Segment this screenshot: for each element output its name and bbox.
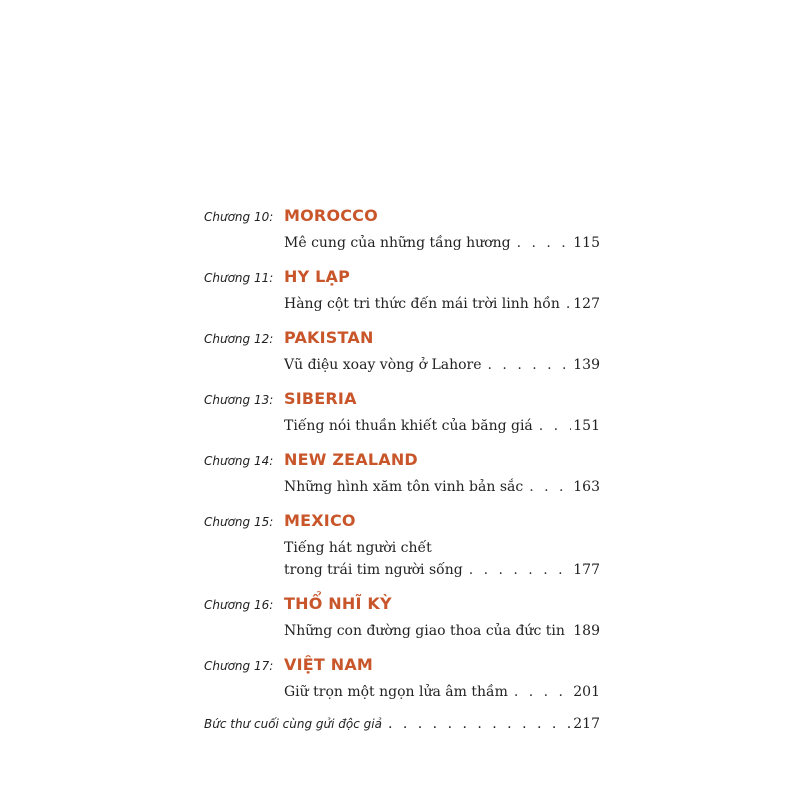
entry-text: Những hình xăm tôn vinh bản sắc [284, 479, 524, 495]
dot-leader [529, 476, 571, 498]
page-number: 151 [573, 418, 600, 434]
toc-entry[interactable] [284, 476, 600, 498]
page-number: 189 [573, 623, 600, 639]
dot-leader [517, 232, 572, 254]
entry-text: Giữ trọn một ngọn lửa âm thầm [284, 684, 508, 700]
dot-leader [566, 293, 571, 315]
dot-leader [514, 681, 571, 703]
chapter-label: Chương 13: [204, 393, 274, 407]
epilogue-entry[interactable] [204, 716, 600, 732]
toc-entry[interactable] [284, 232, 600, 254]
chapter-title: PAKISTAN [284, 328, 374, 347]
chapter-17 [204, 655, 600, 703]
toc-entry[interactable] [284, 415, 600, 437]
chapter-10 [204, 206, 600, 254]
entry-text-line: Tiếng hát người chết [284, 540, 432, 556]
chapter-14 [204, 450, 600, 498]
chapter-title: MEXICO [284, 511, 356, 530]
toc-entry[interactable] [284, 681, 600, 703]
page-number: 127 [573, 296, 600, 312]
chapter-label: Chương 12: [204, 332, 274, 346]
page-number: 217 [573, 716, 600, 732]
chapter-label: Chương 11: [204, 271, 274, 285]
dot-leader [539, 415, 571, 437]
page-number: 177 [573, 562, 600, 578]
dot-leader [388, 716, 571, 732]
page-number: 115 [573, 235, 600, 251]
chapter-15 [204, 511, 600, 581]
entry-text: Những con đường giao thoa của đức tin [284, 623, 565, 639]
entry-text: Mê cung của những tầng hương [284, 235, 511, 251]
toc-entry[interactable] [284, 354, 600, 376]
chapter-title: MOROCCO [284, 206, 378, 225]
epilogue-text: Bức thư cuối cùng gửi độc giả [204, 717, 382, 731]
entry-text: trong trái tim người sống [284, 562, 463, 578]
chapter-13 [204, 389, 600, 437]
toc-entry[interactable] [284, 559, 600, 581]
chapter-label: Chương 10: [204, 210, 274, 224]
chapter-label: Chương 14: [204, 454, 274, 468]
dot-leader [469, 559, 572, 581]
chapter-label: Chương 15: [204, 515, 274, 529]
page-number: 163 [573, 479, 600, 495]
chapter-11 [204, 267, 600, 315]
chapter-label: Chương 17: [204, 659, 274, 673]
chapter-title: HY LẠP [284, 267, 351, 286]
chapter-title: VIỆT NAM [284, 655, 374, 674]
page-number: 139 [573, 357, 600, 373]
chapter-16 [204, 594, 600, 642]
entry-text: Tiếng nói thuần khiết của băng giá [284, 418, 533, 434]
entry-text: Vũ điệu xoay vòng ở Lahore [284, 357, 482, 373]
chapter-title: SIBERIA [284, 389, 357, 408]
entry-text: Hàng cột tri thức đến mái trời linh hồn [284, 296, 560, 312]
chapter-12 [204, 328, 600, 376]
page-number: 201 [573, 684, 600, 700]
toc-entry[interactable] [284, 293, 600, 315]
table-of-contents [204, 206, 600, 732]
chapter-label: Chương 16: [204, 598, 274, 612]
chapter-title: NEW ZEALAND [284, 450, 418, 469]
chapter-title: THỔ NHĨ KỲ [284, 594, 392, 613]
toc-entry[interactable] [284, 620, 600, 642]
dot-leader [488, 354, 572, 376]
